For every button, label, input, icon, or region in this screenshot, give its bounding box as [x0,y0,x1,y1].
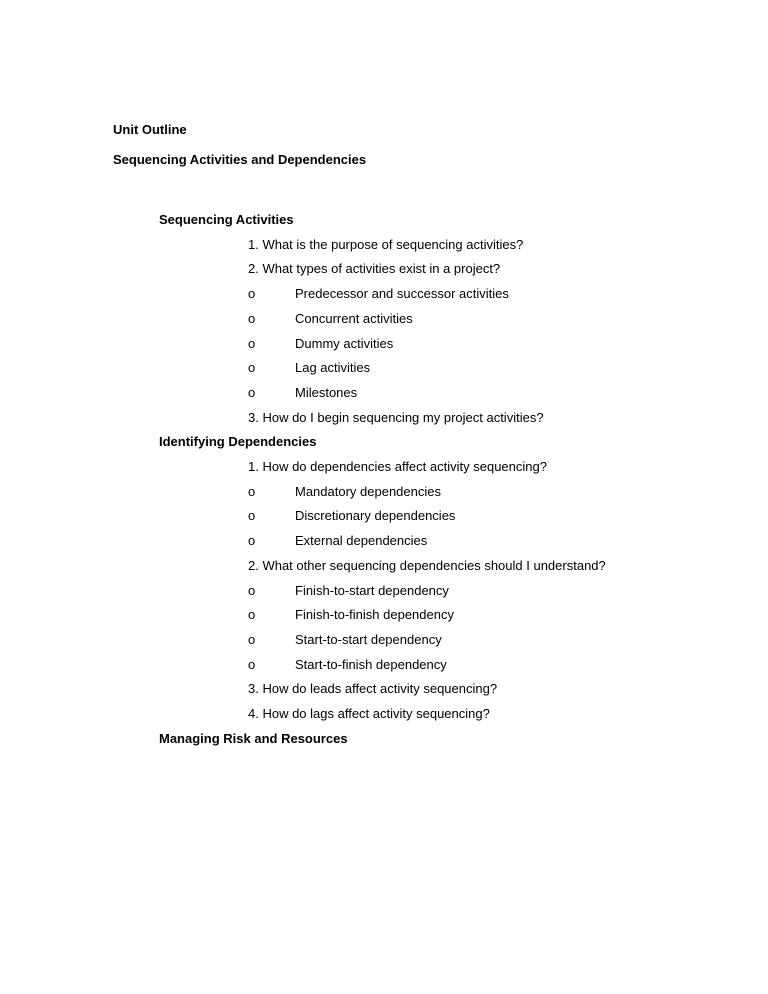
bullet-icon: o [248,384,256,400]
outline-bullet: Finish-to-finish dependency [295,607,454,623]
outline-question: 3. How do leads affect activity sequencing? [248,681,498,697]
outline-bullet: External dependencies [295,533,428,549]
bullet-icon: o [248,607,256,623]
bullet-icon: o [248,360,256,376]
outline-question: 1. How do dependencies affect activity sequencing? [248,459,547,474]
bullet-icon: o [248,631,256,647]
outline-bullet: Predecessor and successor activities [295,286,509,302]
outline-bullet: Start-to-finish dependency [295,656,447,672]
section-heading: Identifying Dependencies [159,434,317,450]
outline-question: 1. What is the purpose of sequencing activities? [248,236,524,252]
bullet-icon: o [248,656,256,672]
bullet-icon: o [248,483,256,499]
outline-question: 2. What other sequencing dependencies should I understand? [248,557,606,573]
document-subtitle: Sequencing Activities and Dependencies [113,152,367,167]
bullet-icon: o [248,508,256,524]
section-heading: Sequencing Activities [159,212,294,227]
outline-question: 3. How do I begin sequencing my project activities? [248,409,544,425]
outline-bullet: Discretionary dependencies [295,508,456,524]
outline-question: 2. What types of activities exist in a project? [248,261,501,277]
outline-bullet: Milestones [295,384,358,400]
bullet-icon: o [248,582,256,598]
outline-bullet: Lag activities [295,360,371,376]
outline-question: 4. How do lags affect activity sequencing? [248,706,490,721]
outline-bullet: Finish-to-start dependency [295,582,449,598]
bullet-icon: o [248,310,256,326]
outline-bullet: Concurrent activities [295,310,413,326]
document-title: Unit Outline [113,122,187,137]
bullet-icon: o [248,286,256,302]
bullet-icon: o [248,335,256,351]
bullet-icon: o [248,533,256,549]
section-heading: Managing Risk and Resources [159,730,348,746]
outline-bullet: Mandatory dependencies [295,483,441,499]
outline-bullet: Dummy activities [295,335,394,351]
outline-bullet: Start-to-start dependency [295,631,442,647]
